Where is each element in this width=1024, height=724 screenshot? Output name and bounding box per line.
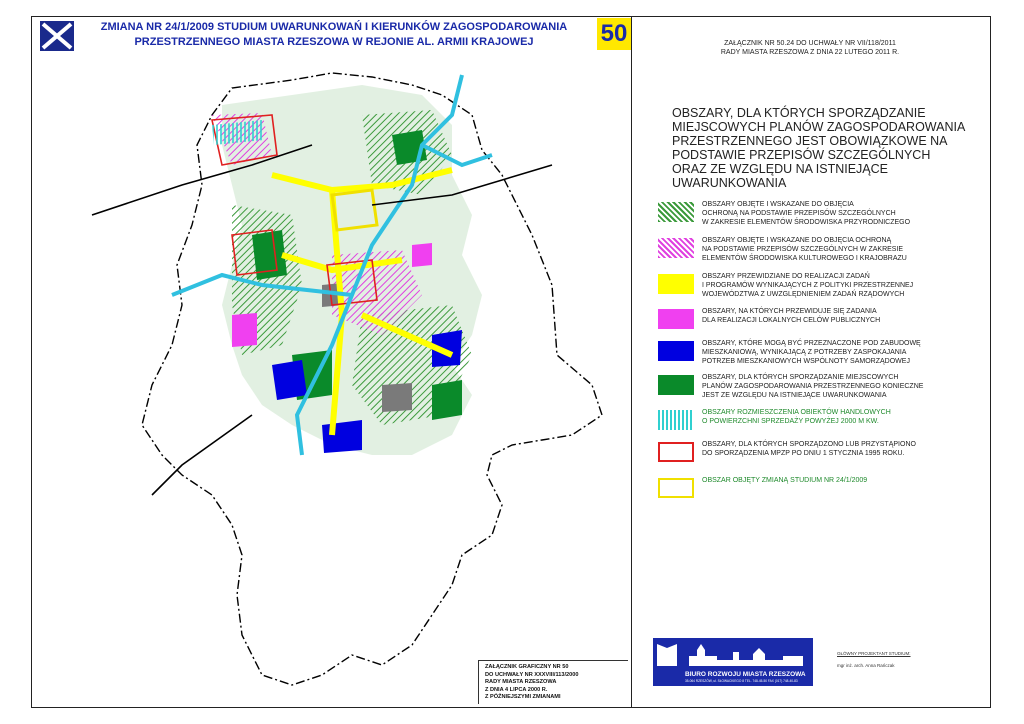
legend-swatch bbox=[658, 410, 694, 430]
designer-role: GŁÓWNY PROJEKTANT STUDIUM: bbox=[837, 651, 911, 656]
legend-title-line: PRZESTRZENNEGO JEST OBOWIĄZKOWE NA bbox=[672, 134, 948, 148]
legend-item bbox=[658, 307, 978, 335]
legend-title-line: OBSZARY, DLA KTÓRYCH SPORZĄDZANIE bbox=[672, 106, 926, 120]
legend-item bbox=[658, 339, 978, 367]
legend-item bbox=[658, 476, 978, 504]
legend-item bbox=[658, 200, 978, 228]
legend-text-line: OBSZARY PRZEWIDZIANE DO REALIZACJI ZADAŃ bbox=[702, 273, 870, 280]
stamp-line: ZAŁĄCZNIK GRAFICZNY NR 50 bbox=[485, 664, 569, 670]
stamp-line: DO UCHWAŁY NR XXXVIII/113/2000 bbox=[485, 671, 579, 678]
legend-text-line: OBSZARY, DLA KTÓRYCH SPORZĄDZONO LUB PRZYSTĄPIONO bbox=[702, 441, 916, 448]
map-title-line1: ZMIANA NR 24/1/2009 STUDIUM UWARUNKOWAŃ I KIERUNKÓW ZAGOSPODAROWANIA bbox=[100, 21, 568, 33]
legend-item bbox=[658, 272, 978, 300]
legend-title-line: ORAZ ZE WZGLĘDU NA ISTNIEJĄCE bbox=[672, 162, 888, 176]
legend-text-line: MIESZKANIOWĄ, WYNIKAJĄCĄ Z POTRZEBY ZASPOKAJANIA bbox=[702, 349, 907, 356]
legend-text-line: WOJEWÓDZTWA Z UWZGLĘDNIENIEM ZADAŃ RZĄDOWYCH bbox=[702, 291, 905, 298]
resolution-stamp bbox=[478, 660, 628, 704]
designer-name: mgr inż. arch. Anna Rańczak bbox=[837, 663, 895, 668]
legend-text-line: OBSZARY, DLA KTÓRYCH SPORZĄDZANIE MIEJSCOWYCH bbox=[702, 374, 899, 381]
legend-text bbox=[702, 373, 982, 400]
legend-item bbox=[658, 373, 978, 401]
legend-text-line: OBSZARY OBJĘTE I WSKAZANE DO OBJĘCIA bbox=[702, 201, 854, 208]
legend-text-line: NA PODSTAWIE PRZEPISÓW SZCZEGÓLNYCH W ZAKRESIE bbox=[702, 246, 904, 253]
annex-line2: RADY MIASTA RZESZOWA Z DNIA 22 LUTEGO 2011 R. bbox=[720, 49, 900, 56]
legend-swatch bbox=[658, 341, 694, 361]
legend-text-line: W ZAKRESIE ELEMENTÓW ŚRODOWISKA PRZYRODNICZEGO bbox=[702, 219, 911, 226]
legend-title bbox=[672, 106, 972, 190]
legend-text-line: I PROGRAMÓW WYNIKAJĄCYCH Z POLITYKI PRZESTRZENNEJ bbox=[702, 282, 914, 289]
legend-text-line: OBSZARY, KTÓRE MOGĄ BYĆ PRZEZNACZONE POD ZABUDOWĘ bbox=[702, 340, 921, 347]
stamp-line: Z PÓŹNIEJSZYMI ZMIANAMI bbox=[485, 694, 561, 701]
legend-text bbox=[702, 307, 982, 325]
city-map bbox=[32, 55, 630, 707]
legend-text-line: PLANÓW ZAGOSPODAROWANIA PRZESTRZENNEGO KONIECZNE bbox=[702, 383, 924, 390]
legend-text bbox=[702, 236, 982, 263]
map-title bbox=[84, 20, 584, 50]
legend-item bbox=[658, 236, 978, 264]
legend-swatch bbox=[658, 478, 694, 498]
legend-item bbox=[658, 408, 978, 436]
chief-designer bbox=[837, 648, 911, 672]
city-skyline-icon bbox=[653, 638, 813, 672]
legend-text bbox=[702, 272, 982, 299]
legend-text-line: DO SPORZĄDZENIA MPZP PO DNIU 1 STYCZNIA 1995 ROKU. bbox=[702, 450, 905, 457]
legend-swatch bbox=[658, 238, 694, 258]
legend-text bbox=[702, 200, 982, 227]
legend-title-line: UWARUNKOWANIA bbox=[672, 176, 787, 190]
annex-line1: ZAŁĄCZNIK NR 50.24 DO UCHWAŁY NR VII/118/2011 bbox=[724, 40, 896, 47]
legend-swatch bbox=[658, 202, 694, 222]
firm-name: BIURO ROZWOJU MIASTA RZESZOWA bbox=[685, 671, 806, 678]
stamp-line: Z DNIA 4 LIPCA 2000 R. bbox=[485, 686, 548, 693]
legend-text-line: O POWIERZCHNI SPRZEDAŻY POWYŻEJ 2000 M KW. bbox=[702, 418, 879, 425]
city-coat-of-arms-icon bbox=[40, 21, 74, 51]
stamp-line: RADY MIASTA RZESZOWA bbox=[485, 679, 557, 686]
legend-title-line: PODSTAWIE PRZEPISÓW SZCZEGÓLNYCH bbox=[672, 148, 931, 162]
legend-swatch bbox=[658, 375, 694, 395]
legend-item bbox=[658, 440, 978, 468]
legend-swatch bbox=[658, 274, 694, 294]
sheet-number-badge: 50 bbox=[597, 18, 631, 50]
legend-text-line: OCHRONĄ NA PODSTAWIE PRZEPISÓW SZCZEGÓLNYCH bbox=[702, 210, 896, 217]
legend-text-line: POTRZEB MIESZKANIOWYCH WSPÓLNOTY SAMORZĄDOWEJ bbox=[702, 358, 910, 365]
legend-text bbox=[702, 339, 982, 366]
legend-text-line: OBSZARY, NA KTÓRYCH PRZEWIDUJE SIĘ ZADANIA bbox=[702, 308, 877, 315]
firm-address: 35-064 RZESZÓW, ul. SŁOWACKIEGO 8 TEL. 748-45-50 FAX (017) 748-40-83 bbox=[685, 679, 798, 683]
legend-swatch bbox=[658, 309, 694, 329]
legend-title-line: MIEJSCOWYCH PLANÓW ZAGOSPODAROWANIA bbox=[672, 120, 966, 134]
legend-text-line: OBSZARY OBJĘTE I WSKAZANE DO OBJĘCIA OCHRONĄ bbox=[702, 237, 892, 244]
legend-text-line: OBSZARY ROZMIESZCZENIA OBIEKTÓW HANDLOWYCH bbox=[702, 409, 891, 416]
legend-swatch bbox=[658, 442, 694, 462]
legend-text bbox=[702, 440, 982, 458]
firm-logo-icon bbox=[653, 638, 813, 686]
legend-text-line: ELEMENTÓW ŚRODOWISKA KULTUROWEGO I KRAJOBRAZU bbox=[702, 255, 907, 262]
legend-text bbox=[702, 408, 982, 426]
legend-text bbox=[702, 476, 982, 485]
legend-text-line: DLA REALIZACJI LOKALNYCH CELÓW PUBLICZNYCH bbox=[702, 317, 881, 324]
map-title-line2: PRZESTRZENNEGO MIASTA RZESZOWA W REJONIE AL. ARMII KRAJOWEJ bbox=[134, 36, 534, 48]
annex-header bbox=[640, 39, 980, 57]
legend-text-line: OBSZAR OBJĘTY ZMIANĄ STUDIUM NR 24/1/2009 bbox=[702, 477, 868, 484]
legend-text-line: JEST ZE WZGLĘDU NA ISTNIEJĄCE UWARUNKOWANIA bbox=[702, 392, 887, 399]
